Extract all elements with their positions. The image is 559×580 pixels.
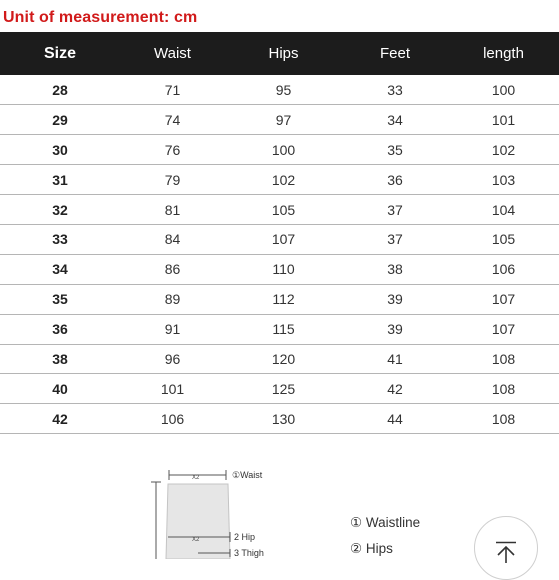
table-cell: 101 (491, 111, 516, 128)
table-row (0, 404, 559, 434)
table-row (0, 135, 559, 165)
size-chart-table (0, 32, 559, 434)
table-cell: 44 (387, 410, 403, 427)
table-cell: 120 (271, 350, 296, 367)
table-cell: 79 (164, 171, 181, 188)
measurement-diagram (140, 458, 340, 559)
table-row (0, 284, 559, 314)
table-cell: 110 (272, 261, 295, 278)
table-row (0, 105, 559, 135)
table-cell: 115 (272, 321, 295, 338)
table-cell: 95 (275, 81, 292, 98)
table-cell: 102 (271, 171, 296, 188)
waist-label: ①Waist (232, 470, 263, 480)
table-cell: 39 (387, 321, 403, 338)
waist-mark-label: X2 (192, 475, 200, 481)
measurement-legend (350, 515, 420, 567)
table-cell: 105 (491, 231, 516, 248)
table-row (0, 374, 559, 404)
table-cell: 42 (387, 380, 403, 397)
table-cell: 97 (275, 111, 292, 128)
table-cell: 84 (164, 231, 181, 248)
table-cell: 100 (491, 81, 516, 98)
table-cell: 105 (271, 201, 296, 218)
table-cell: 42 (52, 410, 68, 427)
table-cell: 103 (491, 171, 516, 188)
hip-label: 2 Hip (234, 532, 256, 542)
table-row (0, 195, 559, 225)
table-cell: 107 (271, 231, 296, 248)
table-cell: 89 (164, 291, 181, 308)
table-cell: 37 (387, 231, 403, 248)
table-cell: 71 (164, 81, 181, 98)
pants-diagram-icon (140, 458, 340, 559)
thigh-label: 3 Thigh (234, 548, 264, 558)
table-cell: 35 (387, 141, 403, 158)
table-cell: 35 (52, 291, 68, 308)
table-cell: 102 (491, 141, 516, 158)
table-cell: 36 (52, 321, 68, 338)
table-cell: 106 (160, 410, 185, 427)
legend-item-waistline: ① Waistline (350, 515, 421, 530)
table-cell: 28 (52, 81, 68, 98)
table-row (0, 314, 559, 344)
table-cell: 86 (164, 261, 181, 278)
table-cell: 107 (491, 321, 516, 338)
table-cell: 100 (271, 141, 296, 158)
legend-item-hips: ② Hips (350, 541, 393, 556)
header-feet: Feet (379, 45, 410, 62)
table-row (0, 165, 559, 195)
arrow-up-to-line-icon (494, 541, 518, 563)
table-cell: 33 (387, 81, 403, 98)
table-cell: 38 (52, 350, 68, 367)
header-waist: Waist (154, 45, 191, 62)
table-row (0, 254, 559, 284)
table-cell: 30 (52, 141, 68, 158)
table-cell: 101 (160, 380, 185, 397)
table-cell: 91 (164, 321, 181, 338)
table-cell: 39 (387, 291, 403, 308)
back-to-top-button[interactable] (474, 516, 538, 580)
table-cell: 108 (491, 380, 516, 397)
table-cell: 81 (164, 201, 181, 218)
header-length: length (483, 45, 524, 62)
table-cell: 31 (52, 171, 68, 188)
table-cell: 108 (491, 350, 516, 367)
header-size: Size (43, 44, 76, 62)
table-body (0, 75, 559, 434)
header-hips: Hips (268, 45, 299, 62)
table-cell: 125 (271, 380, 296, 397)
table-cell: 38 (387, 261, 403, 278)
table-cell: 112 (272, 291, 295, 308)
table-cell: 37 (387, 201, 403, 218)
table-cell: 76 (164, 141, 181, 158)
table-cell: 96 (164, 350, 181, 367)
table-row (0, 344, 559, 374)
table-cell: 107 (491, 291, 516, 308)
table-cell: 34 (387, 111, 403, 128)
table-cell: 41 (387, 350, 403, 367)
unit-note: Unit of measurement: cm (3, 9, 198, 26)
table-cell: 29 (52, 111, 68, 128)
table-row (0, 75, 559, 105)
table-cell: 32 (52, 201, 68, 218)
table-cell: 104 (491, 201, 516, 218)
table-cell: 33 (52, 231, 68, 248)
table-cell: 130 (271, 410, 296, 427)
table-row (0, 224, 559, 254)
table-cell: 34 (52, 261, 68, 278)
table-cell: 36 (387, 171, 403, 188)
table-cell: 106 (491, 261, 516, 278)
table-cell: 40 (52, 380, 68, 397)
table-header-row (0, 32, 559, 75)
table-cell: 108 (491, 410, 516, 427)
table-cell: 74 (164, 111, 181, 128)
hip-mark-label: X2 (192, 537, 200, 543)
